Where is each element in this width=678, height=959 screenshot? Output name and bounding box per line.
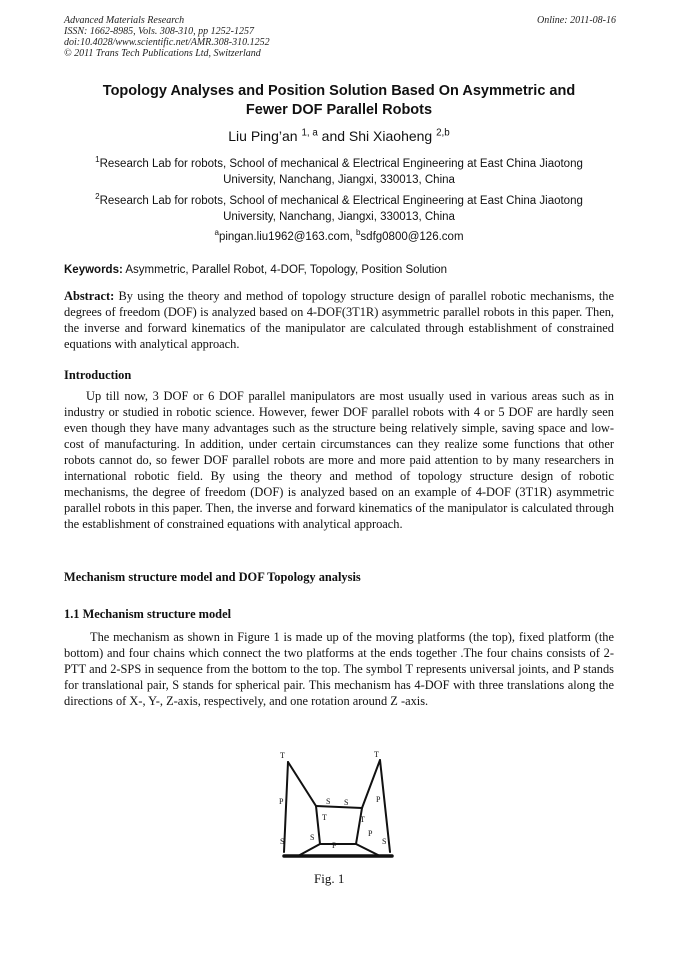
mechanism-figure [276,748,400,868]
title-line-1: Topology Analyses and Position Solution Based On Asymmetric and [102,83,576,99]
affiliation-2 [64,193,614,225]
keywords [64,264,614,276]
author-2: Shi Xiaoheng [348,128,433,144]
author-1-marker: 1, a [301,127,318,139]
journal-name: Advanced Materials Research [64,15,185,26]
joint-label-p4: P [368,829,373,838]
author-1: Liu Ping’an [228,128,298,144]
affiliation-1-line-2: University, Nanchang, Jiangxi, 330013, China [223,174,455,186]
abstract-text: By using the theory and method of topology structure design of parallel robotic mechanisms, the degrees of freedom (DOF) is analyzed based on 4-DOF(3T1R) asymmetric parallel robots in this paper. Then, the inverse and forward kinematics of the manipulator are calculated through establishment of constrained equations with analytical approach. [64,289,614,351]
joint-label-t1: T [280,751,285,760]
figure-caption: Fig. 1 [314,871,345,886]
joint-label-s3: S [344,798,349,807]
copyright-line: © 2011 Trans Tech Publications Ltd, Switzerland [64,48,261,59]
moving-platform [316,806,362,808]
joint-label-s1: S [280,837,285,846]
inner-leg-left [316,806,320,844]
journal-header [64,15,270,59]
abstract-label: Abstract: [64,289,115,303]
paper-title [64,82,614,120]
email-b-marker: b [355,228,361,238]
author-2-marker: 2,b [436,127,450,139]
introduction-heading: Introduction [64,368,132,382]
email-a: pingan.liu1962@163.com, [218,231,356,243]
section-heading-mechanism: Mechanism structure model and DOF Topology analysis [64,570,361,584]
author-connector: and [317,128,349,144]
doi-line: doi:10.4028/www.scientific.net/AMR.308-310.1252 [64,37,270,48]
keywords-text: Asymmetric, Parallel Robot, 4-DOF, Topology, Position Solution [122,264,448,276]
online-date: Online: 2011-08-16 [537,15,616,26]
base-edge-left [298,844,320,856]
email-line [64,229,614,245]
subsection-1-1-text: The mechanism as shown in Figure 1 is made up of the moving platforms (the top), fixed platform (the bottom) and four chains which connect the two platforms at the ends together .The four chains consists of 2-PTT and 2-SPS in sequence from the bottom to the top. The symbol T represents universal joints, and P stands for translational pair, S stands for spherical pair. This mechanism has 4-DOF with three translations along the directions of X-, Y-, Z-axis, respectively, and one rotation around Z -axis. [64,630,614,708]
joint-label-t4: T [360,815,365,824]
joint-label-p3: P [332,841,337,850]
affiliation-1-marker: 1 [95,155,100,165]
joint-label-p2: P [376,795,381,804]
left-chain-outer [284,762,288,852]
base-edge-right [356,844,380,856]
title-line-2: Fewer DOF Parallel Robots [245,102,433,118]
email-a-marker: a [214,228,219,238]
affiliation-2-line-1: Research Lab for robots, School of mechanical & Electrical Engineering at East China Jiaotong [99,195,583,207]
subsection-heading-1-1: 1.1 Mechanism structure model [64,607,232,621]
introduction-text: Up till now, 3 DOF or 6 DOF parallel manipulators are most usually used in various areas such as in industry or studied in robotic science. However, fewer DOF parallel robots with 4 or 5 DOF are hardly seen even though they have many advantages such as the structure being relatively simple, saving space and low-cost of manufacturing. In addition, under certain circumstances can they realize some functions that other robots cannot do, so fewer DOF parallel robots are more and more paid attention to by many researchers in international robotic field. By using the theory and method of topology structure design of robotic mechanisms, the degree of freedom (DOF) is analyzed based on an example of 4-DOF (3T1R) asymmetric parallel robots in this paper. Then, the inverse and forward kinematics of the manipulator is calculated through the establishment of constrained equations with analytical approach. [64,389,614,531]
affiliation-1 [64,156,614,188]
joint-label-t2: T [374,750,379,759]
keywords-label: Keywords: [64,264,123,276]
affiliation-1-line-1: Research Lab for robots, School of mechanical & Electrical Engineering at East China Jiaotong [99,158,583,170]
joint-label-s5: S [382,837,387,846]
joint-label-p1: P [279,797,284,806]
joint-label-t3: T [322,813,327,822]
affiliation-2-line-2: University, Nanchang, Jiangxi, 330013, China [223,211,455,223]
left-chain-inner [288,762,316,806]
joint-label-s4: S [310,833,315,842]
joint-label-s2: S [326,797,331,806]
abstract [64,288,614,352]
affiliation-2-marker: 2 [95,192,100,202]
email-b: sdfg0800@126.com [360,231,464,243]
inner-leg-right [356,808,362,844]
issn-line: ISSN: 1662-8985, Vols. 308-310, pp 1252-1257 [64,26,254,37]
author-list [64,128,614,144]
